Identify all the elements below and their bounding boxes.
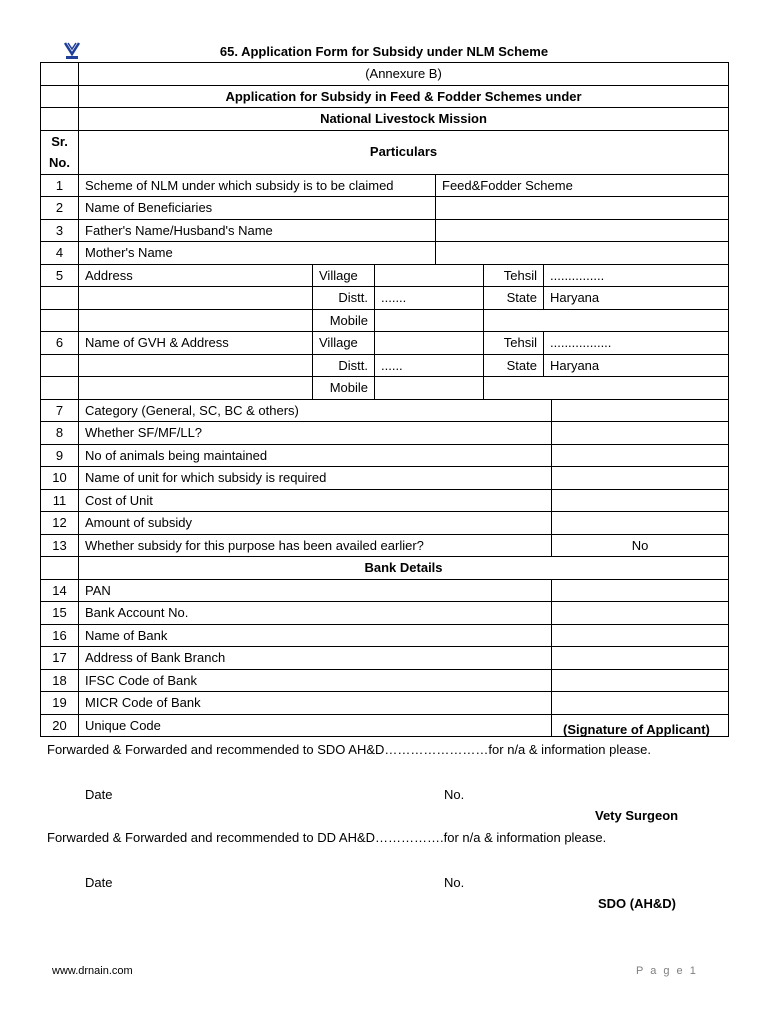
row-label: IFSC Code of Bank bbox=[79, 669, 552, 692]
table-row: 7 Category (General, SC, BC & others) bbox=[41, 399, 729, 422]
row-label: Amount of subsidy bbox=[79, 512, 552, 535]
table-row: 14 PAN bbox=[41, 579, 729, 602]
row-value[interactable]: No bbox=[552, 534, 729, 557]
village-value[interactable] bbox=[375, 264, 484, 287]
gvh-address-row: 6 Name of GVH & Address Village Tehsil ................. bbox=[41, 332, 729, 355]
form-heading-1: Application for Subsidy in Feed & Fodder Schemes under bbox=[79, 85, 729, 108]
distt-value[interactable]: ....... bbox=[375, 287, 484, 310]
state-label: State bbox=[484, 354, 544, 377]
row-value[interactable] bbox=[436, 219, 729, 242]
footer-page-number: P a g e 1 bbox=[636, 965, 698, 977]
table-row: 16 Name of Bank bbox=[41, 624, 729, 647]
row-value[interactable] bbox=[552, 489, 729, 512]
table-row: 12 Amount of subsidy bbox=[41, 512, 729, 535]
col-sr-no: Sr. No. bbox=[41, 130, 79, 174]
row-value[interactable] bbox=[552, 692, 729, 715]
row-value[interactable] bbox=[552, 647, 729, 670]
row-label: Unique Code bbox=[79, 714, 552, 737]
row-value[interactable] bbox=[552, 602, 729, 625]
village-label: Village bbox=[313, 332, 375, 355]
row-value[interactable] bbox=[552, 399, 729, 422]
row-label: Name of Beneficiaries bbox=[79, 197, 436, 220]
row-label: Bank Account No. bbox=[79, 602, 552, 625]
application-form-table bbox=[40, 62, 729, 737]
table-row: 3 Father's Name/Husband's Name bbox=[41, 219, 729, 242]
state-label: State bbox=[484, 287, 544, 310]
table-row: 4 Mother's Name bbox=[41, 242, 729, 265]
state-value[interactable]: Haryana bbox=[544, 354, 729, 377]
table-row: 18 IFSC Code of Bank bbox=[41, 669, 729, 692]
mobile-value[interactable] bbox=[375, 377, 484, 400]
row-value[interactable] bbox=[552, 444, 729, 467]
tehsil-value[interactable]: ................. bbox=[544, 332, 729, 355]
row-value[interactable] bbox=[436, 197, 729, 220]
row-label: Whether SF/MF/LL? bbox=[79, 422, 552, 445]
row-value[interactable] bbox=[552, 422, 729, 445]
mobile-label: Mobile bbox=[313, 377, 375, 400]
gvh-address-row bbox=[41, 354, 729, 377]
row-label: PAN bbox=[79, 579, 552, 602]
row-value[interactable] bbox=[552, 579, 729, 602]
date-label-1: Date bbox=[85, 787, 113, 802]
bank-details-header-row bbox=[41, 557, 729, 580]
column-header-row bbox=[41, 130, 729, 174]
row-value[interactable] bbox=[552, 624, 729, 647]
gvh-address-row bbox=[41, 377, 729, 400]
table-row: 9 No of animals being maintained bbox=[41, 444, 729, 467]
row-label: Name of Bank bbox=[79, 624, 552, 647]
number-label-2: No. bbox=[444, 875, 465, 890]
table-row: 10 Name of unit for which subsidy is required bbox=[41, 467, 729, 490]
row-label: Cost of Unit bbox=[79, 489, 552, 512]
row-label: Name of GVH & Address bbox=[79, 332, 313, 355]
village-value[interactable] bbox=[375, 332, 484, 355]
officer-title-1: Vety Surgeon bbox=[595, 808, 679, 823]
row-value[interactable] bbox=[552, 512, 729, 535]
table-row: 2 Name of Beneficiaries bbox=[41, 197, 729, 220]
annexure-row bbox=[41, 63, 729, 86]
date-label-2: Date bbox=[85, 875, 113, 890]
distt-label: Distt. bbox=[313, 354, 375, 377]
row-label: Address of Bank Branch bbox=[79, 647, 552, 670]
forward-note-2: Forwarded & Forwarded and recommended to DD AH&D…………….for n/a & information please. bbox=[47, 830, 607, 845]
forward-note-1: Forwarded & Forwarded and recommended to SDO AH&D……………………for n/a & information please. bbox=[47, 742, 652, 757]
row-label: MICR Code of Bank bbox=[79, 692, 552, 715]
row-value[interactable] bbox=[552, 669, 729, 692]
officer-title-2: SDO (AH&D) bbox=[598, 896, 676, 911]
col-particulars: Particulars bbox=[79, 130, 729, 174]
signature-label: (Signature of Applicant) bbox=[563, 722, 710, 737]
row-label: Scheme of NLM under which subsidy is to be claimed bbox=[79, 174, 436, 197]
table-row: 11 Cost of Unit bbox=[41, 489, 729, 512]
table-row: 20 Unique Code bbox=[41, 714, 729, 737]
footer-website: www.drnain.com bbox=[52, 965, 133, 977]
row-label: Category (General, SC, BC & others) bbox=[79, 399, 552, 422]
address-row: 5 Address Village Tehsil ............... bbox=[41, 264, 729, 287]
distt-label: Distt. bbox=[313, 287, 375, 310]
table-row: 1 Scheme of NLM under which subsidy is to be claimed Feed&Fodder Scheme bbox=[41, 174, 729, 197]
row-label: Whether subsidy for this purpose has been availed earlier? bbox=[79, 534, 552, 557]
row-value[interactable] bbox=[552, 467, 729, 490]
row-label: Name of unit for which subsidy is required bbox=[79, 467, 552, 490]
row-value[interactable] bbox=[436, 242, 729, 265]
table-row: 8 Whether SF/MF/LL? bbox=[41, 422, 729, 445]
number-label-1: No. bbox=[444, 787, 465, 802]
table-row: 17 Address of Bank Branch bbox=[41, 647, 729, 670]
tehsil-label: Tehsil bbox=[484, 264, 544, 287]
row-value[interactable]: Feed&Fodder Scheme bbox=[436, 174, 729, 197]
heading-row-2 bbox=[41, 108, 729, 131]
tehsil-label: Tehsil bbox=[484, 332, 544, 355]
annexure-label: (Annexure B) bbox=[79, 63, 729, 86]
bank-details-heading: Bank Details bbox=[79, 557, 729, 580]
row-label: Father's Name/Husband's Name bbox=[79, 219, 436, 242]
table-row: 15 Bank Account No. bbox=[41, 602, 729, 625]
mobile-value[interactable] bbox=[375, 309, 484, 332]
mobile-label: Mobile bbox=[313, 309, 375, 332]
table-row: 13 Whether subsidy for this purpose has been availed earlier? No bbox=[41, 534, 729, 557]
row-label: No of animals being maintained bbox=[79, 444, 552, 467]
address-row bbox=[41, 287, 729, 310]
distt-value[interactable]: ...... bbox=[375, 354, 484, 377]
form-heading-2: National Livestock Mission bbox=[79, 108, 729, 131]
tehsil-value[interactable]: ............... bbox=[544, 264, 729, 287]
address-row bbox=[41, 309, 729, 332]
village-label: Village bbox=[313, 264, 375, 287]
form-title: 65. Application Form for Subsidy under NLM Scheme bbox=[219, 44, 549, 59]
heading-row-1 bbox=[41, 85, 729, 108]
row-label: Address bbox=[79, 264, 313, 287]
state-value[interactable]: Haryana bbox=[544, 287, 729, 310]
table-row: 19 MICR Code of Bank bbox=[41, 692, 729, 715]
row-label: Mother's Name bbox=[79, 242, 436, 265]
